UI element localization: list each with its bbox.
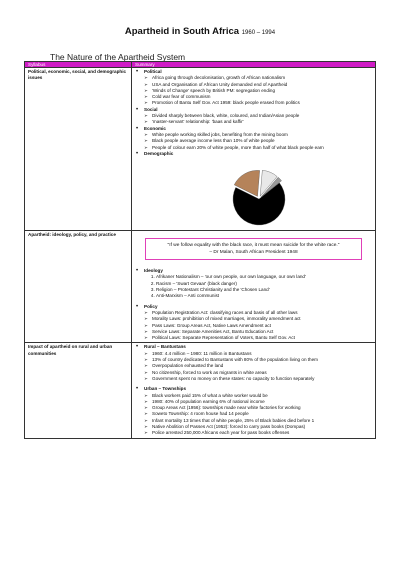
row-topic: Political, economic, social, and demographic issues bbox=[25, 68, 132, 231]
pie-slice-black bbox=[233, 183, 285, 225]
title-text: Apartheid in South Africa bbox=[124, 26, 240, 37]
list-item: ➢ Police arrested 250,000 Africans each year for pass books offenses bbox=[152, 430, 372, 436]
list-item: ➢ Morality Laws: prohibition of mixed marriages, immorality amendment act bbox=[152, 316, 372, 322]
section-social bbox=[144, 107, 372, 126]
list-item: ➢ Africa going through decolonisation, growth of African nationalism bbox=[152, 75, 372, 81]
row-summary bbox=[132, 343, 376, 438]
list-item: ➢ Population Registration Act: classifying races and basis of all other laws bbox=[152, 310, 372, 316]
list-item: ➢ Government spent no money on these states: no capacity to function separately bbox=[152, 376, 372, 382]
table-row bbox=[25, 68, 376, 231]
row-summary bbox=[132, 231, 376, 343]
row-topic: Impact of apartheid on rural and urban communities bbox=[25, 343, 132, 438]
section-ideology bbox=[144, 268, 372, 299]
section-rural bbox=[144, 344, 372, 382]
list-item: ➢ Political Laws: Separate Representation of Voters, Bantu Self Gov. Act bbox=[152, 335, 372, 341]
header-summary: Summary bbox=[132, 62, 376, 68]
title-years: 1960 – 1994 bbox=[241, 30, 276, 36]
list-item: ➢ Native Abolition of Passes Act (1952): forced to carry pass books (Dompas) bbox=[152, 424, 372, 430]
header-syllabus: Syllabus bbox=[25, 62, 132, 68]
list-item: ➢ Overpopulation exhausted the land bbox=[152, 363, 372, 369]
list-item: ➢ 13% of country dedicated to Bantustans with 80% of the population living on them bbox=[152, 357, 372, 363]
list-item: ➢ 1960: 4.4 million – 1980: 11 million in Bantustans bbox=[152, 351, 372, 357]
table-row bbox=[25, 231, 376, 343]
list-item: ➢ People of colour earn 20% of white people, more than half of what black people earn bbox=[152, 145, 372, 151]
list-item: ➢ 1980: 40% of population earning 6% of national income bbox=[152, 399, 372, 405]
list-item: ➢ Soweto Township: 4 room house had 14 people bbox=[152, 411, 372, 417]
list-item: ➢ 'master-servant' relationship: 'baas and kaffir' bbox=[152, 119, 372, 125]
list-item: 1. Afrikaner Nationalism – 'our own people, our own language, our own land' bbox=[156, 274, 372, 280]
section-heading: Rural – Bantustans bbox=[144, 344, 186, 350]
list-item: ➢ White people working skilled jobs, benefiting from the mining boom bbox=[152, 132, 372, 138]
row-topic: Apartheid: ideology, policy, and practice bbox=[25, 231, 132, 343]
section-heading: Demographic bbox=[144, 150, 174, 156]
list-item: 2. Racism – 'Swart Gevaar' (black danger) bbox=[156, 281, 372, 287]
section-heading: Policy bbox=[144, 303, 158, 309]
section-heading: Ideology bbox=[144, 268, 163, 274]
section-heading: Political bbox=[144, 69, 162, 74]
list-item: ➢ Promotion of Bantu Self Gov. Act 1959: black people erased from politics bbox=[152, 100, 372, 106]
pie-chart bbox=[204, 161, 314, 227]
section-urban bbox=[144, 386, 372, 436]
list-item: ➢ No citizenship, forced to work as migrants in white areas bbox=[152, 370, 372, 376]
list-item: ➢ Cold war fear of communism bbox=[152, 94, 372, 100]
section-heading: Social bbox=[144, 106, 158, 112]
list-item: ➢ USA and Organisation of African Unity demanded end of Apartheid bbox=[152, 82, 372, 88]
page-title bbox=[0, 26, 400, 37]
section-demographic bbox=[144, 151, 372, 229]
summary-table bbox=[24, 61, 376, 439]
quote-attribution: – Dr Malan, South African President 1948 bbox=[209, 250, 298, 256]
list-item: ➢ 'Winds of Change' speech by British PM: segregation ending bbox=[152, 88, 372, 94]
list-item: ➢ Black people average income less than 10% of white people bbox=[152, 138, 372, 144]
page-subtitle: The Nature of the Apartheid System bbox=[50, 52, 186, 62]
demographic-chart bbox=[144, 157, 372, 229]
quote-text: "If we follow equality with the black race, it must mean suicide for the white race." bbox=[167, 243, 340, 249]
list-item: 4. Anti-Marxism – Anti communist bbox=[156, 293, 372, 299]
row-summary bbox=[132, 68, 376, 231]
list-item: ➢ Infant mortality 13 times that of white people, 25% of Black babies died before 1 bbox=[152, 418, 372, 424]
section-heading: Urban – Townships bbox=[144, 386, 187, 392]
list-item: ➢ Pass Laws: Group Areas Act, Native Laws Amendment act bbox=[152, 323, 372, 329]
list-item: ➢ Black workers paid 15% of what a white worker would be bbox=[152, 393, 372, 399]
table-row bbox=[25, 343, 376, 438]
quote-box bbox=[145, 238, 362, 260]
section-economic bbox=[144, 126, 372, 151]
section-policy bbox=[144, 304, 372, 342]
section-heading: Economic bbox=[144, 125, 166, 131]
list-item: 3. Religion – Protestant Christianity and the 'Chosen Land' bbox=[156, 287, 372, 293]
section-political bbox=[144, 69, 372, 107]
list-item: ➢ Service Laws: Separate Amenities Act, Bantu Education Act bbox=[152, 329, 372, 335]
list-item: ➢ Group Areas Act (1956): townships made near white factories for working bbox=[152, 405, 372, 411]
list-item: ➢ Divided sharply between black, white, coloured, and Indian/Asian people bbox=[152, 113, 372, 119]
